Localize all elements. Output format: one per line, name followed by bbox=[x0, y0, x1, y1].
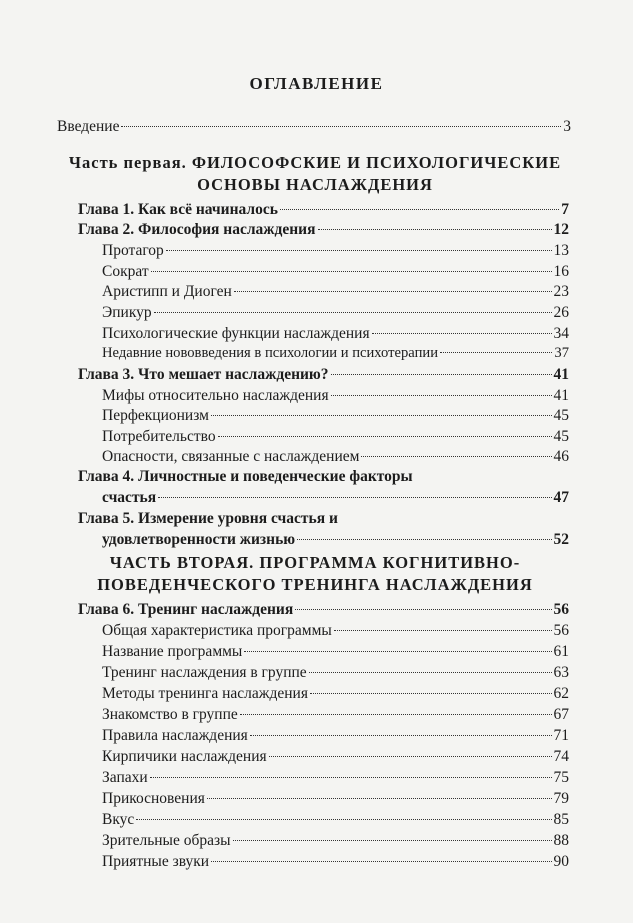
toc-entry-label: Знакомство в группе bbox=[102, 706, 238, 723]
toc-entry-section[interactable] bbox=[102, 426, 569, 447]
toc-entry-page: 56 bbox=[553, 622, 569, 639]
dot-leader bbox=[121, 126, 561, 127]
toc-entry-label: Аристипп и Диоген bbox=[102, 283, 232, 300]
toc-entry-introduction[interactable] bbox=[57, 116, 571, 137]
dot-leader bbox=[310, 693, 552, 694]
toc-entry-chapter-1[interactable] bbox=[78, 199, 569, 220]
toc-entry-page: 79 bbox=[553, 790, 569, 807]
toc-entry-page: 45 bbox=[553, 428, 569, 445]
dot-leader bbox=[240, 714, 552, 715]
toc-entry-label: Прикосновения bbox=[102, 790, 205, 807]
toc-entry-chapter-3[interactable] bbox=[78, 364, 569, 385]
toc-entry-page: 90 bbox=[553, 853, 569, 870]
toc-entry-section[interactable] bbox=[102, 281, 569, 302]
dot-leader bbox=[150, 777, 552, 778]
dot-leader bbox=[297, 539, 551, 540]
dot-leader bbox=[154, 312, 552, 313]
toc-entry-page: 41 bbox=[553, 366, 569, 383]
toc-entry-label: Запахи bbox=[102, 769, 148, 786]
dot-leader bbox=[280, 209, 559, 210]
dot-leader bbox=[318, 229, 552, 230]
toc-entry-label: счастья bbox=[102, 489, 157, 506]
toc-entry-page: 47 bbox=[553, 489, 569, 506]
dot-leader bbox=[136, 819, 551, 820]
toc-entry-section[interactable] bbox=[102, 620, 569, 641]
toc-entry-page: 61 bbox=[553, 643, 569, 660]
toc-entry-page: 46 bbox=[553, 448, 569, 465]
toc-entry-chapter-4-line1: Глава 4. Личностные и поведенческие факторы bbox=[78, 468, 413, 485]
dot-leader bbox=[361, 456, 551, 457]
dot-leader bbox=[331, 374, 552, 375]
dot-leader bbox=[158, 497, 551, 498]
toc-entry-page: 12 bbox=[553, 221, 569, 238]
toc-entry-label: Протагор bbox=[102, 242, 164, 259]
dot-leader bbox=[151, 271, 552, 272]
part-two-heading-line1: ЧАСТЬ ВТОРАЯ. ПРОГРАММА КОГНИТИВНО- bbox=[109, 553, 521, 572]
toc-entry-chapter-4[interactable] bbox=[102, 487, 569, 508]
toc-entry-label: Глава 3. Что мешает наслаждению? bbox=[78, 366, 329, 383]
dot-leader bbox=[207, 798, 552, 799]
toc-entry-section[interactable] bbox=[102, 261, 569, 282]
dot-leader bbox=[234, 291, 552, 292]
toc-entry-section[interactable] bbox=[102, 405, 569, 426]
toc-entry-section[interactable] bbox=[102, 725, 569, 746]
toc-entry-label: Сократ bbox=[102, 263, 149, 280]
toc-entry-page: 63 bbox=[553, 664, 569, 681]
part-two-heading bbox=[60, 552, 570, 596]
dot-leader bbox=[440, 352, 552, 353]
toc-entry-page: 56 bbox=[553, 601, 569, 618]
toc-entry-label: Правила наслаждения bbox=[102, 727, 248, 744]
toc-entry-page: 16 bbox=[553, 263, 569, 280]
toc-entry-label: Введение bbox=[57, 118, 120, 135]
toc-entry-page: 45 bbox=[553, 407, 569, 424]
part-two-heading-line2: ПОВЕДЕНЧЕСКОГО ТРЕНИНГА НАСЛАЖДЕНИЯ bbox=[97, 575, 533, 594]
part-one-heading-line1: Часть первая. ФИЛОСОФСКИЕ И ПСИХОЛОГИЧЕСКИЕ bbox=[68, 153, 562, 172]
toc-entry-page: 34 bbox=[553, 325, 569, 342]
toc-entry-section[interactable] bbox=[102, 851, 569, 872]
toc-entry-page: 23 bbox=[553, 283, 569, 300]
toc-entry-label: Психологические функции наслаждения bbox=[102, 325, 370, 342]
dot-leader bbox=[211, 415, 552, 416]
dot-leader bbox=[334, 630, 552, 631]
dot-leader bbox=[233, 840, 552, 841]
toc-entry-chapter-5-line1: Глава 5. Измерение уровня счастья и bbox=[78, 510, 338, 527]
toc-entry-page: 85 bbox=[553, 811, 569, 828]
toc-entry-label: Приятные звуки bbox=[102, 853, 210, 870]
toc-entry-chapter-2[interactable] bbox=[78, 219, 569, 240]
dot-leader bbox=[244, 651, 551, 652]
toc-entry-section[interactable] bbox=[102, 704, 569, 725]
dot-leader bbox=[295, 609, 551, 610]
toc-entry-label: Опасности, связанные с наслаждением bbox=[102, 448, 360, 465]
toc-entry-page: 37 bbox=[554, 345, 569, 361]
toc-entry-page: 41 bbox=[553, 387, 569, 404]
toc-entry-label: Недавние нововведения в психологии и психотерапии bbox=[102, 345, 439, 361]
toc-entry-section[interactable] bbox=[102, 788, 569, 809]
toc-entry-section[interactable] bbox=[102, 343, 569, 364]
toc-entry-page: 52 bbox=[553, 531, 569, 548]
toc-entry-chapter-5[interactable] bbox=[102, 529, 569, 550]
toc-entry-chapter-6[interactable] bbox=[78, 599, 569, 620]
toc-entry-page: 26 bbox=[553, 304, 569, 321]
toc-entry-page: 71 bbox=[553, 727, 569, 744]
toc-entry-section[interactable] bbox=[102, 662, 569, 683]
toc-entry-page: 75 bbox=[553, 769, 569, 786]
dot-leader bbox=[309, 672, 552, 673]
toc-entry-section[interactable] bbox=[102, 323, 569, 344]
toc-entry-label: Глава 6. Тренинг наслаждения bbox=[78, 601, 294, 618]
toc-entry-page: 7 bbox=[561, 201, 569, 218]
toc-entry-section[interactable] bbox=[102, 767, 569, 788]
toc-entry-label: Тренинг наслаждения в группе bbox=[102, 664, 307, 681]
toc-entry-page: 67 bbox=[553, 706, 569, 723]
dot-leader bbox=[211, 861, 551, 862]
toc-entry-label: Глава 1. Как всё начиналось bbox=[78, 201, 278, 218]
toc-entry-label: Потребительство bbox=[102, 428, 216, 445]
toc-entry-section[interactable] bbox=[102, 385, 569, 406]
part-one-heading-line2: ОСНОВЫ НАСЛАЖДЕНИЯ bbox=[197, 175, 433, 194]
toc-entry-page: 13 bbox=[553, 242, 569, 259]
toc-entry-page: 74 bbox=[553, 748, 569, 765]
part-one-heading bbox=[60, 152, 570, 196]
toc-entry-label: удовлетворенности жизнью bbox=[102, 531, 296, 548]
toc-entry-label: Зрительные образы bbox=[102, 832, 231, 849]
toc-entry-label: Перфекционизм bbox=[102, 407, 209, 424]
toc-entry-label: Глава 2. Философия наслаждения bbox=[78, 221, 316, 238]
toc-entry-label: Вкус bbox=[102, 811, 135, 828]
dot-leader bbox=[218, 436, 552, 437]
toc-entry-page: 3 bbox=[563, 118, 571, 135]
page-title: ОГЛАВЛЕНИЕ bbox=[249, 74, 384, 93]
toc-entry-label: Мифы относительно наслаждения bbox=[102, 387, 329, 404]
dot-leader bbox=[250, 735, 552, 736]
dot-leader bbox=[269, 756, 552, 757]
dot-leader bbox=[372, 333, 552, 334]
toc-entry-section[interactable] bbox=[102, 240, 569, 261]
toc-entry-label: Эпикур bbox=[102, 304, 152, 321]
toc-entry-section[interactable] bbox=[102, 746, 569, 767]
toc-entry-label: Методы тренинга наслаждения bbox=[102, 685, 308, 702]
toc-entry-label: Название программы bbox=[102, 643, 243, 660]
toc-entry-section[interactable] bbox=[102, 641, 569, 662]
toc-entry-section[interactable] bbox=[102, 683, 569, 704]
toc-entry-label: Кирпичики наслаждения bbox=[102, 748, 267, 765]
toc-entry-section[interactable] bbox=[102, 446, 569, 467]
toc-entry-section[interactable] bbox=[102, 830, 569, 851]
toc-entry-page: 62 bbox=[553, 685, 569, 702]
toc-entry-section[interactable] bbox=[102, 809, 569, 830]
toc-entry-section[interactable] bbox=[102, 302, 569, 323]
dot-leader bbox=[331, 395, 552, 396]
toc-entry-label: Общая характеристика программы bbox=[102, 622, 332, 639]
dot-leader bbox=[166, 250, 552, 251]
toc-entry-page: 88 bbox=[553, 832, 569, 849]
